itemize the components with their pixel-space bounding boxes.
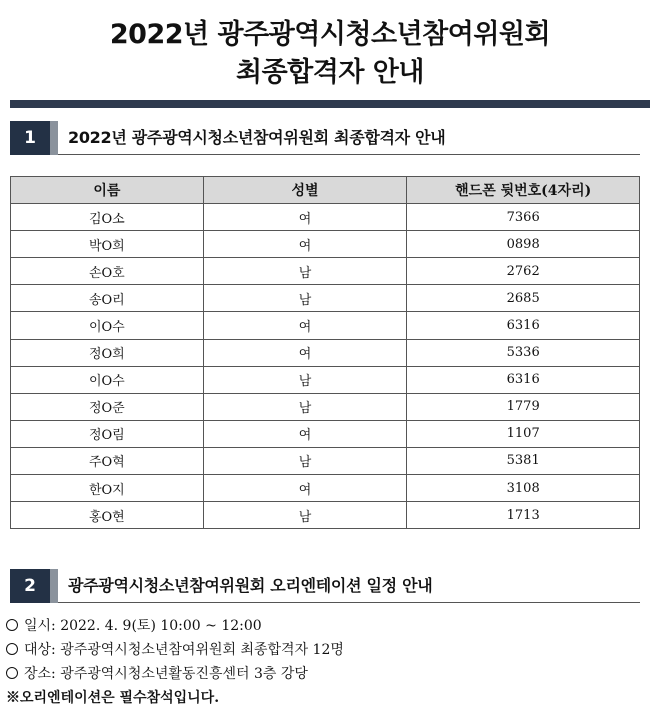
cell-phone: 5381 — [407, 447, 640, 474]
cell-name: 홍O현 — [11, 502, 204, 529]
finalist-table — [10, 176, 640, 529]
info-item-text: 장소: 광주광역시청소년활동진흥센터 3층 강당 — [24, 666, 308, 682]
cell-name: 이O수 — [11, 312, 204, 339]
cell-name: 김O소 — [11, 204, 204, 231]
page-title-line-1: 2022년 광주광역시청소년참여위원회 — [109, 19, 551, 50]
cell-phone: 3108 — [407, 475, 640, 502]
section-2-title: 광주광역시청소년참여위원회 오리엔테이션 일정 안내 — [68, 576, 433, 595]
table-row — [11, 502, 640, 529]
cell-gender: 남 — [203, 447, 407, 474]
section-2-header — [10, 569, 640, 603]
cell-phone: 2762 — [407, 258, 640, 285]
attendance-note: ※오리엔테이션은 필수참석입니다. — [6, 690, 220, 706]
cell-phone: 6316 — [407, 366, 640, 393]
cell-phone: 1713 — [407, 502, 640, 529]
table-row — [11, 366, 640, 393]
cell-phone: 7366 — [407, 204, 640, 231]
cell-gender: 남 — [203, 393, 407, 420]
section-1-title: 2022년 광주광역시청소년참여위원회 최종합격자 안내 — [68, 128, 446, 147]
orientation-info-list — [6, 614, 646, 710]
table-row — [11, 285, 640, 312]
section-2-number-badge: 2 — [10, 569, 50, 603]
info-item-target — [6, 638, 646, 662]
table-row — [11, 393, 640, 420]
cell-phone: 2685 — [407, 285, 640, 312]
table-row — [11, 312, 640, 339]
info-item-datetime — [6, 614, 646, 638]
cell-gender: 여 — [203, 231, 407, 258]
table-row — [11, 475, 640, 502]
title-divider-bar — [10, 100, 650, 108]
cell-phone: 5336 — [407, 339, 640, 366]
cell-name: 박O희 — [11, 231, 204, 258]
cell-gender: 남 — [203, 258, 407, 285]
section-2-underline — [58, 602, 640, 603]
circle-bullet-icon — [6, 667, 18, 679]
cell-gender: 여 — [203, 339, 407, 366]
cell-name: 정O림 — [11, 420, 204, 447]
page-title — [10, 16, 650, 92]
info-item-location — [6, 662, 646, 686]
cell-phone: 6316 — [407, 312, 640, 339]
cell-name: 주O혁 — [11, 447, 204, 474]
table-row — [11, 447, 640, 474]
info-item-text: 일시: 2022. 4. 9(토) 10:00 ~ 12:00 — [24, 618, 262, 634]
cell-gender: 여 — [203, 420, 407, 447]
cell-gender: 여 — [203, 204, 407, 231]
cell-name: 정O희 — [11, 339, 204, 366]
column-header-phone: 핸드폰 뒷번호(4자리) — [407, 177, 640, 204]
table-row — [11, 339, 640, 366]
cell-gender: 여 — [203, 475, 407, 502]
cell-gender: 여 — [203, 312, 407, 339]
cell-gender: 남 — [203, 502, 407, 529]
info-item-text: 대상: 광주광역시청소년참여위원회 최종합격자 12명 — [24, 642, 344, 658]
cell-phone: 0898 — [407, 231, 640, 258]
cell-phone: 1107 — [407, 420, 640, 447]
cell-name: 한O지 — [11, 475, 204, 502]
cell-name: 송O리 — [11, 285, 204, 312]
column-header-name: 이름 — [11, 177, 204, 204]
table-row — [11, 204, 640, 231]
cell-gender: 남 — [203, 285, 407, 312]
cell-phone: 1779 — [407, 393, 640, 420]
circle-bullet-icon — [6, 643, 18, 655]
section-1-underline — [58, 154, 640, 155]
table-header-row — [11, 177, 640, 204]
cell-name: 이O수 — [11, 366, 204, 393]
table-row — [11, 258, 640, 285]
circle-bullet-icon — [6, 619, 18, 631]
page-title-line-2: 최종합격자 안내 — [236, 57, 424, 88]
cell-gender: 남 — [203, 366, 407, 393]
table-row — [11, 420, 640, 447]
section-1-number-badge: 1 — [10, 121, 50, 155]
table-row — [11, 231, 640, 258]
cell-name: 손O호 — [11, 258, 204, 285]
column-header-gender: 성별 — [203, 177, 407, 204]
cell-name: 정O준 — [11, 393, 204, 420]
section-1-header — [10, 121, 640, 155]
